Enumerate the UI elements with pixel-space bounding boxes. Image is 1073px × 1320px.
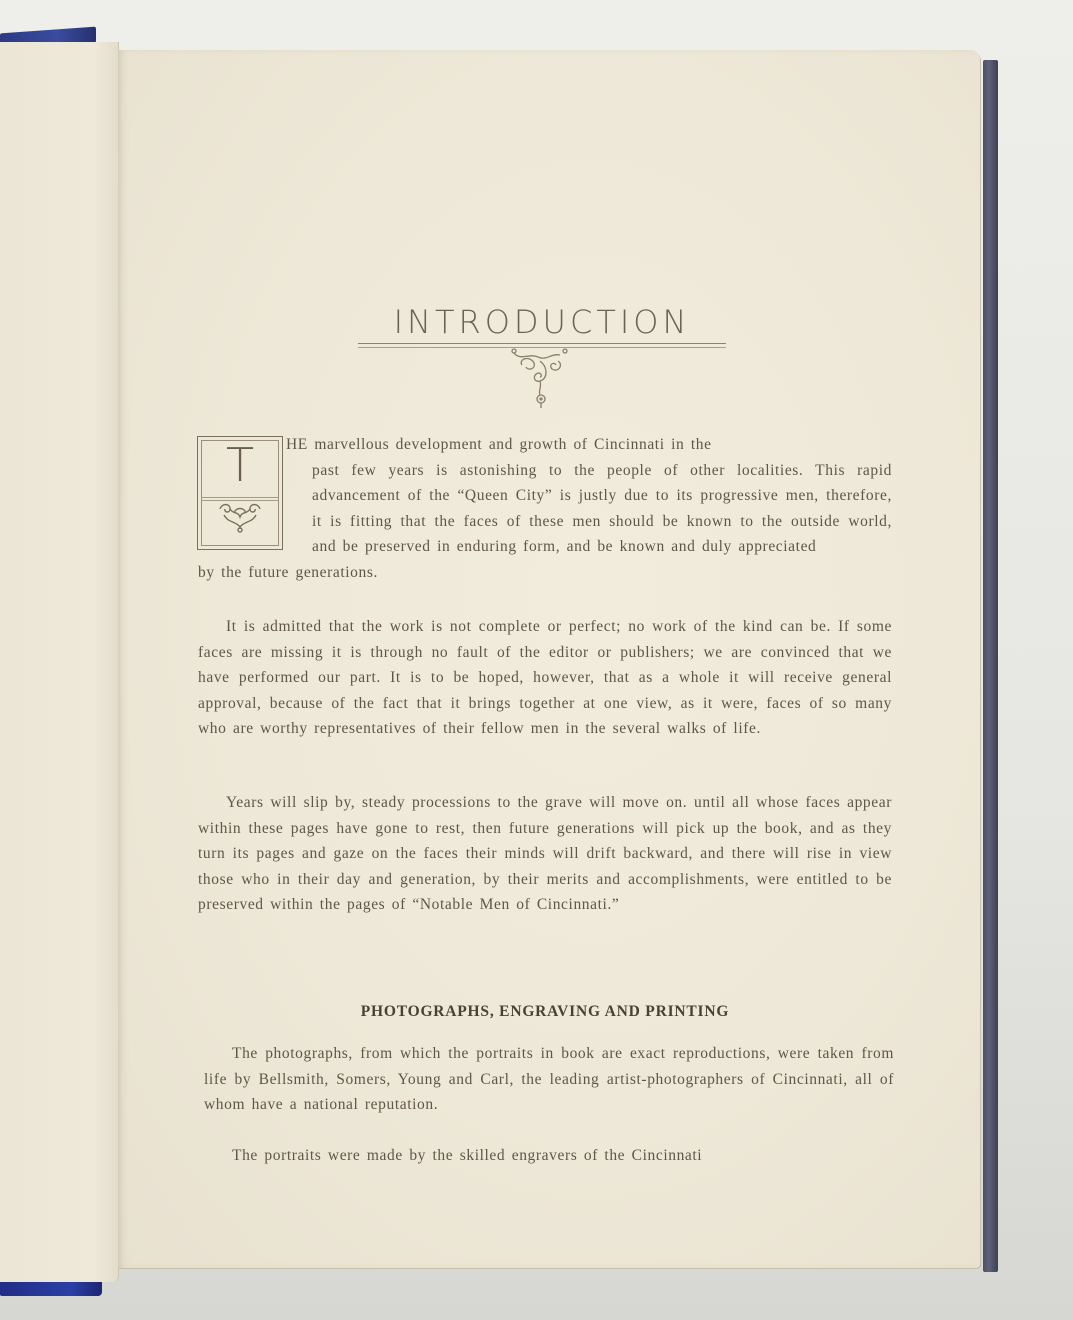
left-page	[0, 42, 119, 1282]
flourish-ornament-icon	[508, 347, 574, 409]
intro-paragraph-3	[198, 790, 892, 918]
intro-paragraph-1	[198, 432, 892, 586]
paragraph-text: past few years is astonishing to the people of other localities. This rapid advancement of the “Queen City” is justly due to its progressive men, therefore, it is fitting that the faces of these men should be known to the outside world, and be preserved in enduring form, and be known and duly appreciated	[312, 461, 892, 556]
paragraph-text: The photographs, from which the portraits in book are exact reproductions, were taken from life by Bellsmith, Somers, Young and Carl, the leading artist-photographers of Cincinnati, all of whom have a national reputation.	[204, 1045, 894, 1114]
section-paragraph-2	[204, 1143, 894, 1169]
book-cover-bottom-edge	[0, 1282, 102, 1296]
paragraph-line: HE marvellous development and growth of Cincinnati in the	[286, 436, 712, 453]
paragraph-text: The portraits were made by the skilled engravers of the Cincinnati	[232, 1147, 703, 1164]
drop-cap-letter: T	[225, 438, 255, 492]
intro-paragraph-2	[198, 614, 892, 742]
paragraph-text: It is admitted that the work is not complete or perfect; no work of the kind can be. If some faces are missing it is through no fault of the editor or publishers; we are convinced that we have performed our part. It is to be hoped, however, that as a whole it will receive general approval, because of the fact that it brings together at one view, as it were, faces of so many who are worthy representatives of their fellow men in the several walks of life.	[198, 618, 892, 738]
paragraph-text: Years will slip by, steady processions to the grave will move on. until all whose faces appear within these pages have gone to rest, then future generations will pick up the book, and as they turn its pages and gaze on the faces their minds will drift backward, and there will rise in view those who in their day and generation, by their merits and accomplishments, were entitled to be preserved within the pages of “Notable Men of Cincinnati.”	[198, 794, 892, 914]
paragraph-line: by the future generations.	[198, 563, 378, 581]
section-paragraph-1	[204, 1041, 894, 1118]
book-cover-right-edge	[983, 60, 998, 1272]
title-block	[358, 302, 726, 348]
section-heading: PHOTOGRAPHS, ENGRAVING AND PRINTING	[360, 1003, 730, 1020]
page-title: INTRODUCTION	[393, 303, 691, 341]
